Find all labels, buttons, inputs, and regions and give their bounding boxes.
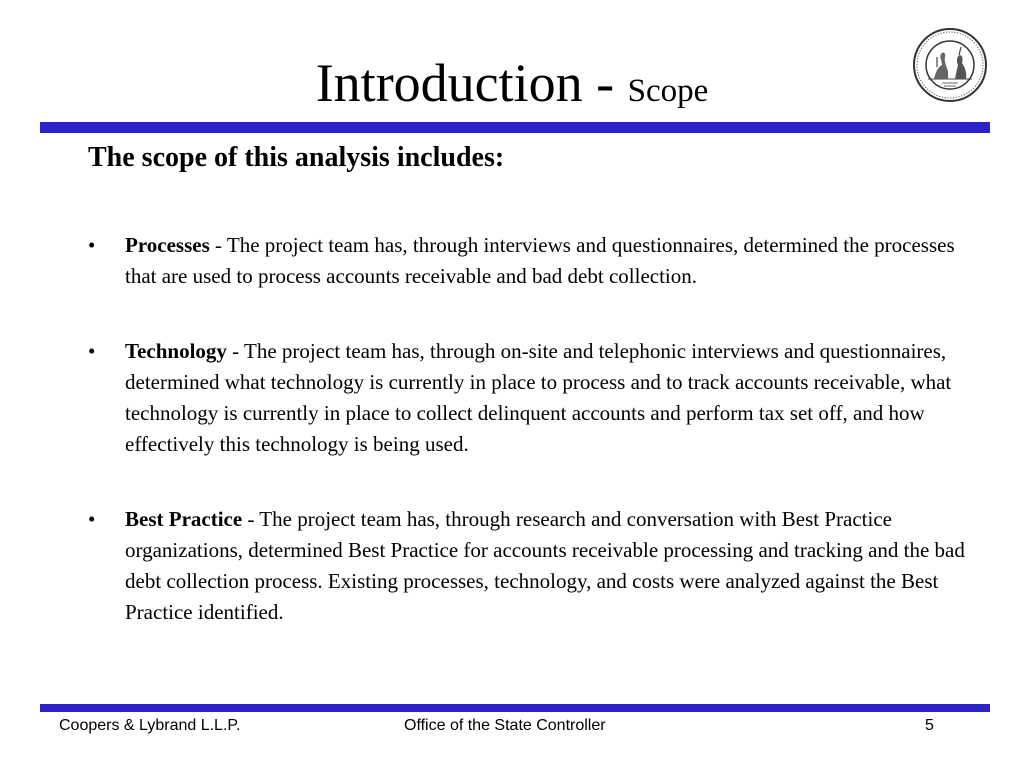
bullet-item-processes: [88, 230, 968, 292]
bullet-marker: •: [88, 233, 96, 257]
bullet-text: - The project team has, through research and conversation with Best Practice organizations, determined Best Practice for accounts receivable processing and tracking and the bad debt collection process. Existing processes, technology, and costs were analyzed against the Best Practice identified.: [125, 507, 965, 624]
section-heading: The scope of this analysis includes:: [88, 142, 505, 173]
slide-title: [0, 52, 1024, 122]
bullet-term: Best Practice: [125, 507, 243, 531]
bullet-list: [88, 230, 968, 672]
bullet-item-technology: [88, 336, 968, 460]
footer-company: Coopers & Lybrand L.L.P.: [59, 717, 241, 734]
footer-office: Office of the State Controller: [404, 717, 606, 734]
bullet-marker: •: [88, 507, 96, 531]
state-seal-icon: [912, 27, 988, 103]
bullet-item-best-practice: [88, 504, 968, 628]
bullet-term: Processes: [125, 233, 210, 257]
bullet-term: Technology: [125, 339, 227, 363]
page-number: 5: [925, 717, 934, 734]
title-divider: [40, 122, 990, 133]
slide-title-sub: Scope: [627, 73, 709, 109]
slide-title-main: Introduction -: [315, 53, 628, 113]
footer-divider: [40, 704, 990, 712]
bullet-text: - The project team has, through interviews and questionnaires, determined the processes that are used to process accounts receivable and bad debt collection.: [125, 233, 955, 288]
bullet-text: - The project team has, through on-site and telephonic interviews and questionnaires, determined what technology is currently in place to process and to track accounts receivable, what technology is currently in place to collect delinquent accounts and perform tax set off, and how effectively this technology is being used.: [125, 339, 952, 456]
bullet-marker: •: [88, 339, 96, 363]
